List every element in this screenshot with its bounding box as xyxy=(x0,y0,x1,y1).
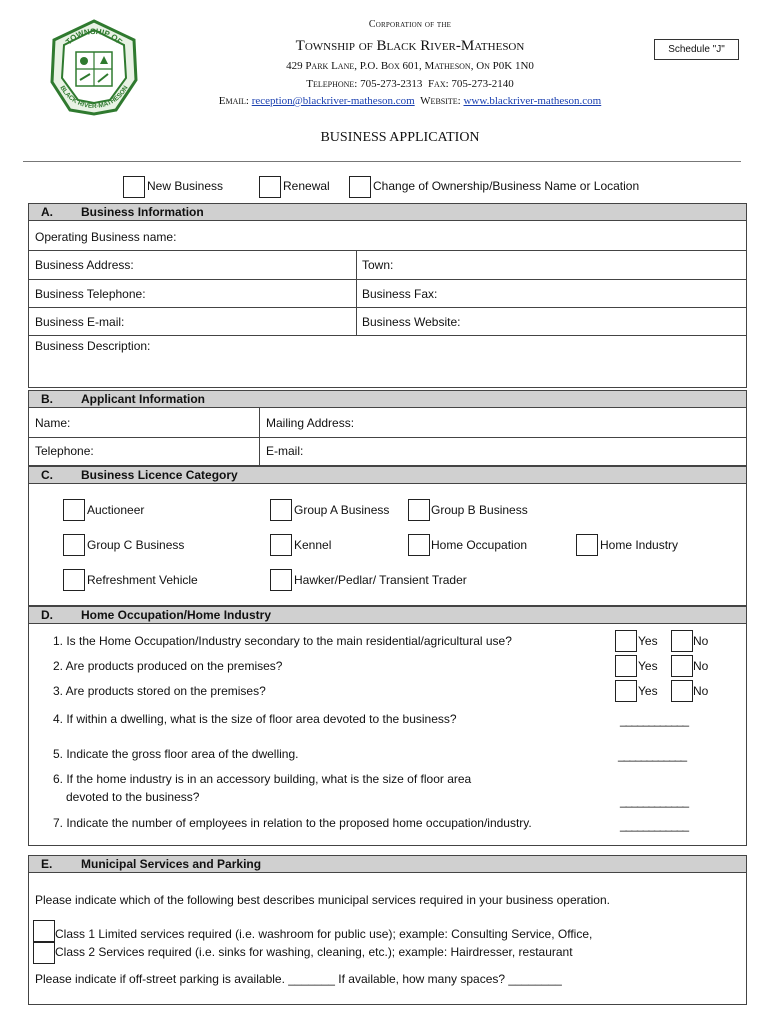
kennel-label: Kennel xyxy=(294,538,332,552)
q5-answer-blank[interactable]: ____________ xyxy=(618,748,687,762)
website-link[interactable]: www.blackriver-matheson.com xyxy=(463,95,602,107)
kennel-checkbox[interactable] xyxy=(270,534,292,556)
contact-line xyxy=(0,78,770,90)
auctioneer-checkbox[interactable] xyxy=(63,499,85,521)
question-6-continued: devoted to the business? xyxy=(66,790,200,804)
refreshment-vehicle-label: Refreshment Vehicle xyxy=(87,573,198,587)
email-link[interactable]: reception@blackriver-matheson.com xyxy=(251,95,415,107)
q1-no-label: No xyxy=(693,634,709,648)
section-b-header: B. Applicant Information xyxy=(28,390,747,408)
q1-yes-checkbox[interactable] xyxy=(615,630,637,652)
logo-text-bottom: BLACK RIVER-MATHESON xyxy=(58,84,130,111)
applicant-name-field[interactable]: Name: xyxy=(35,416,71,430)
hawker-pedlar-label: Hawker/Pedlar/ Transient Trader xyxy=(294,573,467,587)
group-a-label: Group A Business xyxy=(294,503,390,517)
question-6: 6. If the home industry is in an accessory building, what is the size of floor area xyxy=(53,772,472,786)
class-2-checkbox[interactable] xyxy=(33,942,55,964)
town-field[interactable]: Town: xyxy=(362,258,394,272)
applicant-email-field[interactable]: E-mail: xyxy=(266,444,304,458)
q3-yes-label: Yes xyxy=(638,684,658,698)
q3-no-checkbox[interactable] xyxy=(671,680,693,702)
refreshment-vehicle-checkbox[interactable] xyxy=(63,569,85,591)
applicant-telephone-field[interactable]: Telephone: xyxy=(35,444,94,458)
group-b-checkbox[interactable] xyxy=(408,499,430,521)
telephone-label: Telephone: xyxy=(306,78,358,90)
question-1: 1. Is the Home Occupation/Industry secondary to the main residential/agricultural use? xyxy=(53,634,512,648)
section-e-header: E. Municipal Services and Parking xyxy=(28,855,747,873)
home-industry-checkbox[interactable] xyxy=(576,534,598,556)
change-of-ownership-checkbox[interactable] xyxy=(349,176,371,198)
title-divider xyxy=(23,161,741,162)
telephone-value: 705-273-2313 xyxy=(360,78,423,90)
group-b-label: Group B Business xyxy=(431,503,528,517)
change-of-ownership-label: Change of Ownership/Business Name or Location xyxy=(373,179,640,193)
corporation-line: Corporation of the xyxy=(368,19,452,30)
q2-yes-label: Yes xyxy=(638,659,658,673)
renewal-label: Renewal xyxy=(283,179,330,193)
question-3: 3. Are products stored on the premises? xyxy=(53,684,266,698)
question-2: 2. Are products produced on the premises? xyxy=(53,659,283,673)
township-name: Township of Black River-Matheson xyxy=(295,38,525,54)
schedule-label: Schedule "J" xyxy=(654,39,739,60)
q3-yes-checkbox[interactable] xyxy=(615,680,637,702)
auctioneer-label: Auctioneer xyxy=(87,503,145,517)
fax-value: 705-273-2140 xyxy=(451,78,514,90)
q6-answer-blank[interactable]: ____________ xyxy=(620,794,689,808)
group-c-label: Group C Business xyxy=(87,538,185,552)
home-occupation-checkbox[interactable] xyxy=(408,534,430,556)
mailing-address-field[interactable]: Mailing Address: xyxy=(266,416,355,430)
q2-no-label: No xyxy=(693,659,709,673)
group-a-checkbox[interactable] xyxy=(270,499,292,521)
section-a-header: A. Business Information xyxy=(28,203,747,221)
question-7: 7. Indicate the number of employees in relation to the proposed home occupation/industry. xyxy=(53,816,532,830)
township-address: 429 Park Lane, P.O. Box 601, Matheson, On P0K 1N0 xyxy=(286,60,534,72)
class-1-label: Class 1 Limited services required (i.e. washroom for public use); example: Consulting Service, Office, xyxy=(55,927,593,941)
business-website-field[interactable]: Business Website: xyxy=(362,315,461,329)
class-1-checkbox[interactable] xyxy=(33,920,55,942)
operating-name-field[interactable]: Operating Business name: xyxy=(35,230,177,244)
class-2-label: Class 2 Services required (i.e. sinks for washing, cleaning, etc.); example: Hairdresser, restaurant xyxy=(55,945,573,959)
q2-yes-checkbox[interactable] xyxy=(615,655,637,677)
home-occupation-label: Home Occupation xyxy=(431,538,528,552)
q2-no-checkbox[interactable] xyxy=(671,655,693,677)
logo-text-top: TOWNSHIP OF xyxy=(64,26,124,47)
new-business-checkbox[interactable] xyxy=(123,176,145,198)
email-website-line xyxy=(0,95,770,107)
section-c-header: C. Business Licence Category xyxy=(28,466,747,484)
email-label: Email: xyxy=(218,95,249,107)
question-4: 4. If within a dwelling, what is the size of floor area devoted to the business? xyxy=(53,712,457,726)
services-intro: Please indicate which of the following best describes municipal services required in your business operation. xyxy=(35,893,610,907)
q3-no-label: No xyxy=(693,684,709,698)
website-label: Website: xyxy=(420,95,461,107)
fax-label: Fax: xyxy=(427,78,449,90)
page-title: BUSINESS APPLICATION xyxy=(320,130,480,145)
home-industry-label: Home Industry xyxy=(600,538,679,552)
new-business-label: New Business xyxy=(147,179,224,193)
business-email-field[interactable]: Business E-mail: xyxy=(35,315,125,329)
group-c-checkbox[interactable] xyxy=(63,534,85,556)
section-d-header: D. Home Occupation/Home Industry xyxy=(28,606,747,624)
business-telephone-field[interactable]: Business Telephone: xyxy=(35,287,146,301)
q1-yes-label: Yes xyxy=(638,634,658,648)
business-description-field[interactable]: Business Description: xyxy=(35,339,151,353)
business-address-field[interactable]: Business Address: xyxy=(35,258,134,272)
parking-question[interactable]: Please indicate if off-street parking is available. _______ If available, how many spaces? ________ xyxy=(35,972,562,986)
q4-answer-blank[interactable]: ____________ xyxy=(620,713,689,727)
business-fax-field[interactable]: Business Fax: xyxy=(362,287,438,301)
question-5: 5. Indicate the gross floor area of the dwelling. xyxy=(53,747,299,761)
renewal-checkbox[interactable] xyxy=(259,176,281,198)
q1-no-checkbox[interactable] xyxy=(671,630,693,652)
hawker-pedlar-checkbox[interactable] xyxy=(270,569,292,591)
q7-answer-blank[interactable]: ____________ xyxy=(620,818,689,832)
